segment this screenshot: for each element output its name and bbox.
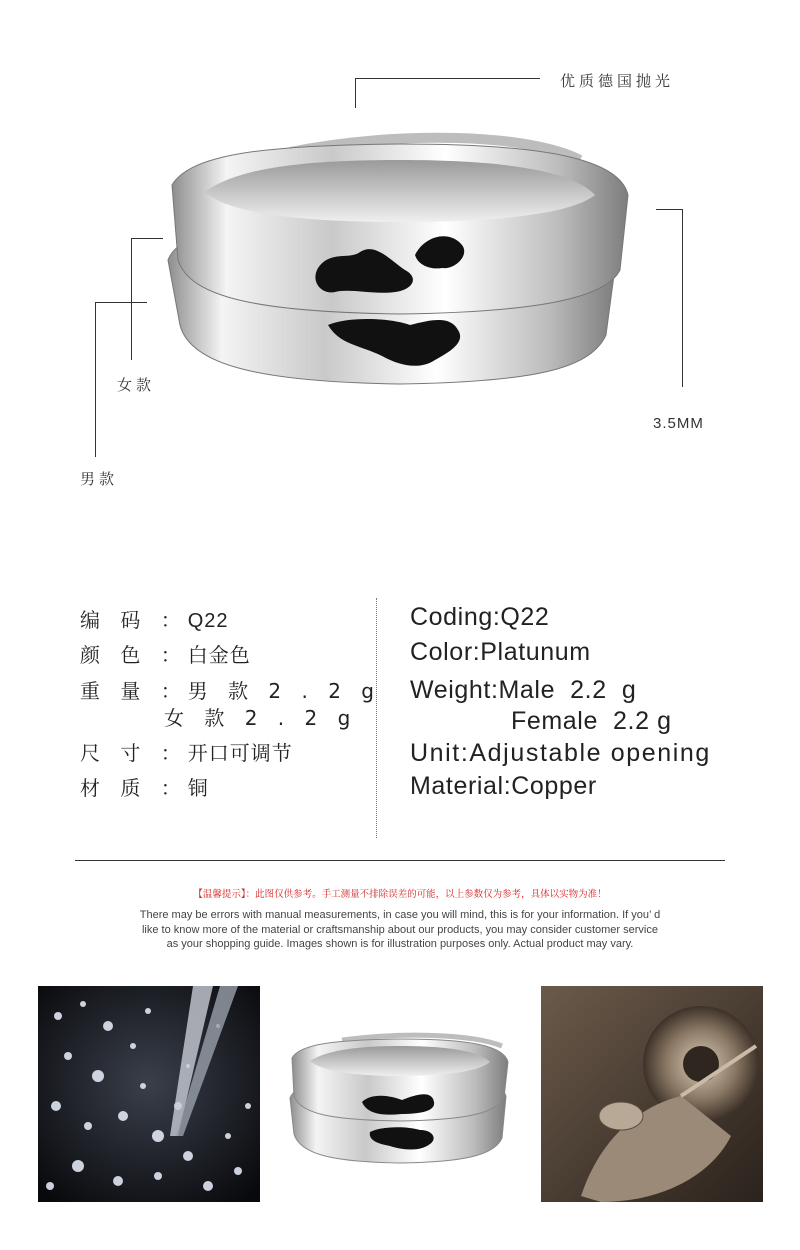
spec-size-row bbox=[80, 743, 293, 763]
spec-size-label: 尺 寸 ： bbox=[80, 741, 188, 765]
spec-en-color: Color:Platunum bbox=[410, 638, 591, 666]
diamonds-photo bbox=[38, 986, 260, 1202]
spec-material-value: 铜 bbox=[187, 776, 215, 800]
spec-size-value: 开口可调节 bbox=[187, 741, 293, 765]
ring-pair-thumbnail bbox=[282, 1030, 518, 1170]
female-model-callout: 女款 bbox=[117, 376, 156, 394]
spec-material-label: 材 质 ： bbox=[80, 776, 188, 800]
section-divider bbox=[75, 860, 725, 861]
male-model-callout: 男款 bbox=[80, 470, 119, 488]
spec-en-material: Material:Copper bbox=[410, 772, 597, 800]
ring-pair-image bbox=[150, 120, 650, 410]
spec-en-unit: Unit:Adjustable opening bbox=[410, 739, 711, 767]
notice-en bbox=[100, 908, 700, 952]
spec-weight-male: 男 款 2 . 2 g bbox=[187, 679, 382, 703]
spec-en-weight-male: Weight:Male 2.2 g bbox=[410, 676, 637, 704]
spec-color-value: 白金色 bbox=[187, 643, 251, 667]
notice-en-line-3: as your shopping guide. Images shown is for illustration purposes only. Actual product may vary. bbox=[166, 938, 634, 950]
craftsman-photo bbox=[541, 986, 763, 1202]
spec-code-label: 编 码 ： bbox=[80, 608, 188, 632]
quality-callout: 优质德国抛光 bbox=[560, 72, 675, 90]
spec-material-row bbox=[80, 778, 215, 798]
spec-weight-female: 女 款 2 . 2 g bbox=[164, 706, 358, 730]
spec-divider bbox=[376, 598, 377, 838]
spec-weight-label: 重 量 ： bbox=[80, 679, 188, 703]
spec-weight-row bbox=[80, 681, 381, 701]
notice-en-line-2: like to know more of the material or craftsmanship about our products, you may consider customer service bbox=[141, 923, 658, 936]
spec-en-weight-female: Female 2.2 g bbox=[511, 707, 672, 735]
width-callout: 3.5MM bbox=[653, 415, 704, 432]
spec-code-row bbox=[80, 610, 229, 631]
spec-color-label: 颜 色 ： bbox=[80, 643, 188, 667]
spec-code-value: Q22 bbox=[187, 610, 229, 632]
notice-en-line-1: There may be errors with manual measurements, in case you will mind, this is for your information. If you’ d bbox=[139, 909, 661, 921]
notice-cn: 【温馨提示】：此图仅供参考。手工测量不排除误差的可能，以上参数仅为参考，具体以实物为准！ bbox=[193, 889, 607, 900]
spec-color-row bbox=[80, 645, 251, 665]
spec-en-coding: Coding:Q22 bbox=[410, 603, 550, 631]
